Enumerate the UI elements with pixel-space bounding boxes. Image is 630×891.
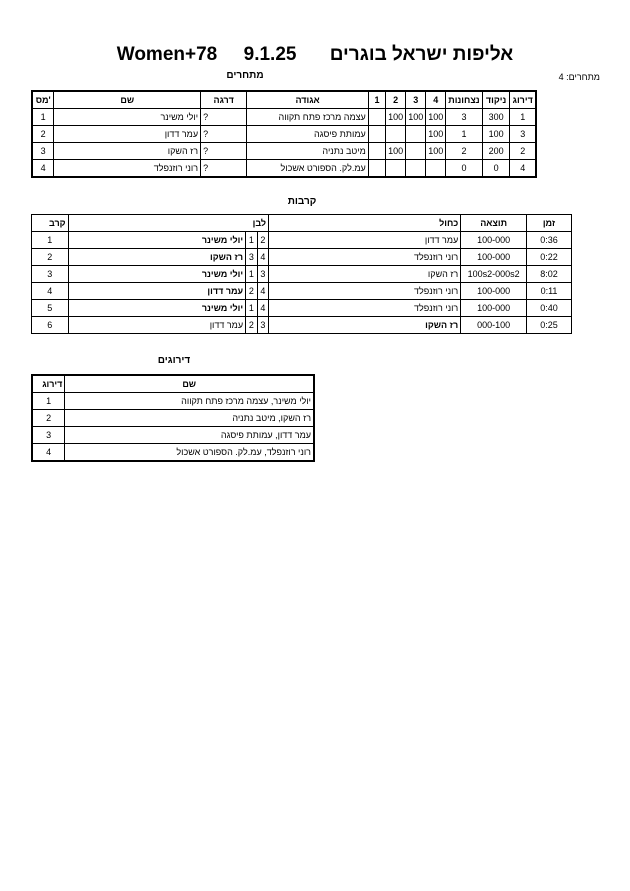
fight-result: 000-100 <box>461 317 527 334</box>
fight-result: 100-000 <box>461 232 527 249</box>
ranking-rank: 3 <box>32 427 65 444</box>
title-date: 9.1.25 <box>243 44 297 65</box>
fight-blue-pool: 1 <box>246 300 257 317</box>
competitors-header-row <box>32 91 536 109</box>
competitor-grade: ? <box>201 126 247 143</box>
competitor-round2 <box>386 160 406 178</box>
col-round2-header: 2 <box>386 91 406 109</box>
fights-section-title: קרבות <box>287 196 317 207</box>
title-category: Women+78 <box>116 44 218 65</box>
fight-time: 0:40 <box>527 300 572 317</box>
fight-row <box>32 232 572 249</box>
ranking-name: רז השקו, מיטב נתניה <box>65 410 314 427</box>
ranking-rank: 2 <box>32 410 65 427</box>
fight-blue-name: רז השקו <box>269 266 461 283</box>
fight-blue-num: 3 <box>257 317 268 334</box>
competitors-table <box>31 90 537 178</box>
fight-number: 3 <box>32 266 69 283</box>
competitor-round1 <box>368 126 385 143</box>
competitor-round4: 100 <box>426 126 446 143</box>
competitor-round2: 100 <box>386 143 406 160</box>
fight-number: 6 <box>32 317 69 334</box>
rankings-header-row <box>32 375 314 393</box>
fight-blue-name: רוני רוזנפלד <box>269 249 461 266</box>
competitor-grade: ? <box>201 160 247 178</box>
col-white-header: לבן <box>68 215 269 232</box>
col-rank-header: דירוג <box>510 91 536 109</box>
competitors-count: מתחרים: 4 <box>558 72 600 82</box>
fights-header-row <box>32 215 572 232</box>
fight-white-name: יולי משינר <box>68 232 246 249</box>
col-blue-header: כחול <box>269 215 461 232</box>
fight-blue-name: עמר דדון <box>269 232 461 249</box>
fight-blue-name: רוני רוזנפלד <box>269 300 461 317</box>
competitor-num: 1 <box>32 109 54 126</box>
competitor-num: 3 <box>32 143 54 160</box>
fight-row <box>32 266 572 283</box>
col-fight-header: קרב <box>32 215 69 232</box>
col-wins-header: נצחונות <box>446 91 482 109</box>
fight-blue-num: 2 <box>257 232 268 249</box>
fight-result: 100-000 <box>461 283 527 300</box>
competitor-num: 2 <box>32 126 54 143</box>
ranking-name: יולי משינר, עצמה מרכז פתח תקווה <box>65 393 314 410</box>
fights-table <box>31 214 572 334</box>
col-time-header: זמן <box>527 215 572 232</box>
competitor-row <box>32 143 536 160</box>
fight-white-name: יולי משינר <box>68 266 246 283</box>
competitor-num: 4 <box>32 160 54 178</box>
competitor-club: עצמה מרכז פתח תקווה <box>247 109 369 126</box>
fight-white-name: עמר דדון <box>68 283 246 300</box>
competitor-points: 300 <box>482 109 510 126</box>
competitor-row <box>32 160 536 178</box>
competitor-club: מיטב נתניה <box>247 143 369 160</box>
page-title <box>100 44 530 66</box>
ranking-row <box>32 427 314 444</box>
fight-blue-num: 3 <box>257 266 268 283</box>
competitor-rank: 1 <box>510 109 536 126</box>
fight-result: 100-000 <box>461 249 527 266</box>
fight-blue-num: 4 <box>257 300 268 317</box>
competitor-round4 <box>426 160 446 178</box>
col-round4-header: 4 <box>426 91 446 109</box>
ranking-name: רוני רוזנפלד, עמ.לק. הספורט אשכול <box>65 444 314 462</box>
col-num-header: מס' <box>32 91 54 109</box>
competitor-club: עמ.לק. הספורט אשכול <box>247 160 369 178</box>
title-event: אליפות ישראל בוגרים <box>329 44 514 65</box>
rankings-section-title: דירוגים <box>157 355 191 366</box>
competitor-round1 <box>368 160 385 178</box>
fight-number: 4 <box>32 283 69 300</box>
ranking-name: עמר דדון, עמותת פיסגה <box>65 427 314 444</box>
fight-time: 0:11 <box>527 283 572 300</box>
competitor-rank: 4 <box>510 160 536 178</box>
competitor-grade: ? <box>201 143 247 160</box>
fight-blue-name: רוני רוזנפלד <box>269 283 461 300</box>
competitor-round2: 100 <box>386 109 406 126</box>
fight-time: 0:25 <box>527 317 572 334</box>
competitor-wins: 3 <box>446 109 482 126</box>
fight-row <box>32 300 572 317</box>
fight-blue-name: רז השקו <box>269 317 461 334</box>
competitor-round3 <box>406 126 426 143</box>
col-name-header: שם <box>65 375 314 393</box>
competitor-round2 <box>386 126 406 143</box>
ranking-row <box>32 444 314 462</box>
competitor-points: 100 <box>482 126 510 143</box>
competitors-section-title: מתחרים <box>226 70 264 81</box>
competitor-round4: 100 <box>426 143 446 160</box>
fight-result: 100s2-000s2 <box>461 266 527 283</box>
fight-white-name: יולי משינר <box>68 300 246 317</box>
fight-blue-pool: 1 <box>246 266 257 283</box>
fight-row <box>32 249 572 266</box>
col-round3-header: 3 <box>406 91 426 109</box>
competitor-round3 <box>406 143 426 160</box>
fight-white-name: עמר דדון <box>68 317 246 334</box>
fight-blue-pool: 2 <box>246 317 257 334</box>
competitor-wins: 0 <box>446 160 482 178</box>
col-name-header: שם <box>54 91 201 109</box>
competitor-wins: 2 <box>446 143 482 160</box>
competitor-rank: 3 <box>510 126 536 143</box>
col-result-header: תוצאה <box>461 215 527 232</box>
fight-time: 8:02 <box>527 266 572 283</box>
competitor-round3 <box>406 160 426 178</box>
competitor-rank: 2 <box>510 143 536 160</box>
competitor-name: רז השקו <box>54 143 201 160</box>
col-rank-header: דירוג <box>32 375 65 393</box>
fight-result: 100-000 <box>461 300 527 317</box>
fight-blue-pool: 3 <box>246 249 257 266</box>
competitor-round1 <box>368 109 385 126</box>
rankings-table <box>31 374 315 462</box>
competitor-round3: 100 <box>406 109 426 126</box>
col-grade-header: דרגה <box>201 91 247 109</box>
competitor-row <box>32 109 536 126</box>
ranking-rank: 4 <box>32 444 65 462</box>
competitor-club: עמותת פיסגה <box>247 126 369 143</box>
competitor-round1 <box>368 143 385 160</box>
col-round1-header: 1 <box>368 91 385 109</box>
fight-row <box>32 283 572 300</box>
fight-number: 1 <box>32 232 69 249</box>
competitor-name: יולי משינר <box>54 109 201 126</box>
competitor-row <box>32 126 536 143</box>
fight-blue-pool: 2 <box>246 283 257 300</box>
fight-time: 0:36 <box>527 232 572 249</box>
fight-time: 0:22 <box>527 249 572 266</box>
fight-number: 2 <box>32 249 69 266</box>
fight-blue-num: 4 <box>257 249 268 266</box>
competitor-name: עמר דדון <box>54 126 201 143</box>
fight-row <box>32 317 572 334</box>
col-points-header: ניקוד <box>482 91 510 109</box>
col-club-header: אגודה <box>247 91 369 109</box>
fight-blue-pool: 1 <box>246 232 257 249</box>
competitor-points: 0 <box>482 160 510 178</box>
ranking-row <box>32 410 314 427</box>
fight-white-name: רז השקו <box>68 249 246 266</box>
competitor-round4: 100 <box>426 109 446 126</box>
fight-number: 5 <box>32 300 69 317</box>
ranking-rank: 1 <box>32 393 65 410</box>
competitor-points: 200 <box>482 143 510 160</box>
competitor-wins: 1 <box>446 126 482 143</box>
ranking-row <box>32 393 314 410</box>
competitor-name: רוני רוזנפלד <box>54 160 201 178</box>
competitor-grade: ? <box>201 109 247 126</box>
fight-blue-num: 4 <box>257 283 268 300</box>
